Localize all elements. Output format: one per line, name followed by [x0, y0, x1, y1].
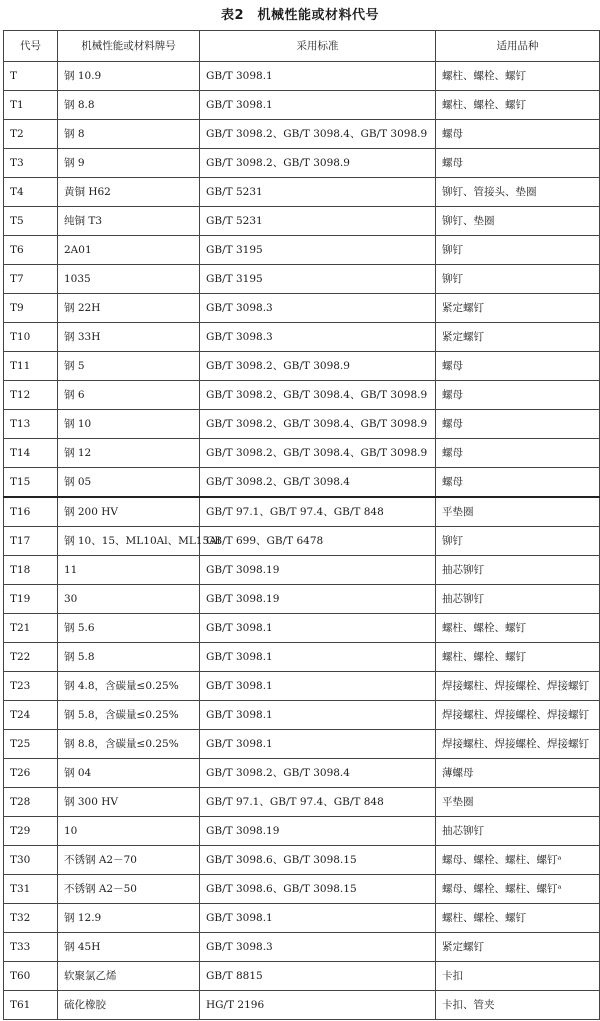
code-cell: T2	[4, 120, 58, 149]
table-row	[4, 236, 600, 265]
code-cell: T26	[4, 759, 58, 788]
code-cell: T22	[4, 643, 58, 672]
table-row	[4, 352, 600, 381]
standard-cell: GB/T 3098.1	[200, 614, 436, 643]
code-cell: T9	[4, 294, 58, 323]
product-cell: 螺柱、螺栓、螺钉	[436, 904, 600, 933]
grade-cell: 钢 04	[58, 759, 200, 788]
grade-cell: 钢 200 HV	[58, 497, 200, 527]
code-cell: T5	[4, 207, 58, 236]
product-cell: 紧定螺钉	[436, 323, 600, 352]
grade-cell: 1035	[58, 265, 200, 294]
grade-cell: 钢 05	[58, 468, 200, 498]
table-row	[4, 991, 600, 1020]
product-cell: 螺柱、螺栓、螺钉	[436, 91, 600, 120]
code-cell: T29	[4, 817, 58, 846]
grade-cell: 钢 5.8，含碳量≤0.25%	[58, 701, 200, 730]
standard-cell: GB/T 3098.1	[200, 672, 436, 701]
code-cell: T11	[4, 352, 58, 381]
grade-cell: 钢 12	[58, 439, 200, 468]
grade-cell: 不锈钢 A2－70	[58, 846, 200, 875]
grade-cell: 钢 6	[58, 381, 200, 410]
table-row	[4, 410, 600, 439]
standard-cell: GB/T 3195	[200, 236, 436, 265]
header-product: 适用品种	[436, 31, 600, 62]
table-row	[4, 759, 600, 788]
table-row	[4, 614, 600, 643]
grade-cell: 不锈钢 A2－50	[58, 875, 200, 904]
product-cell: 铆钉	[436, 265, 600, 294]
product-cell: 铆钉	[436, 527, 600, 556]
code-cell: T13	[4, 410, 58, 439]
standard-cell: GB/T 3098.2、GB/T 3098.9	[200, 352, 436, 381]
standard-cell: GB/T 97.1、GB/T 97.4、GB/T 848	[200, 788, 436, 817]
table-row	[4, 323, 600, 352]
code-cell: T14	[4, 439, 58, 468]
product-cell: 螺母	[436, 410, 600, 439]
code-cell: T32	[4, 904, 58, 933]
product-cell: 卡扣	[436, 962, 600, 991]
code-cell: T30	[4, 846, 58, 875]
product-cell: 平垫圈	[436, 788, 600, 817]
code-cell: T60	[4, 962, 58, 991]
product-cell: 螺母	[436, 381, 600, 410]
table-row	[4, 149, 600, 178]
grade-cell: 30	[58, 585, 200, 614]
standard-cell: GB/T 3098.6、GB/T 3098.15	[200, 846, 436, 875]
table-row	[4, 585, 600, 614]
grade-cell: 硫化橡胶	[58, 991, 200, 1020]
grade-cell: 黄铜 H62	[58, 178, 200, 207]
grade-cell: 纯铜 T3	[58, 207, 200, 236]
header-grade: 机械性能或材料牌号	[58, 31, 200, 62]
standard-cell: GB/T 3098.2、GB/T 3098.4	[200, 759, 436, 788]
code-cell: T18	[4, 556, 58, 585]
standard-cell: GB/T 3098.2、GB/T 3098.4、GB/T 3098.9	[200, 381, 436, 410]
table-row	[4, 817, 600, 846]
table-row	[4, 178, 600, 207]
code-cell: T25	[4, 730, 58, 759]
table-row	[4, 788, 600, 817]
table-row	[4, 962, 600, 991]
grade-cell: 11	[58, 556, 200, 585]
standard-cell: GB/T 97.1、GB/T 97.4、GB/T 848	[200, 497, 436, 527]
grade-cell: 钢 22H	[58, 294, 200, 323]
material-code-table	[3, 30, 600, 1020]
product-cell: 螺母	[436, 468, 600, 498]
standard-cell: GB/T 3098.19	[200, 817, 436, 846]
product-cell: 螺柱、螺栓、螺钉	[436, 643, 600, 672]
grade-cell: 钢 10.9	[58, 62, 200, 91]
code-cell: T17	[4, 527, 58, 556]
standard-cell: GB/T 3098.3	[200, 933, 436, 962]
standard-cell: GB/T 3098.2、GB/T 3098.9	[200, 149, 436, 178]
table-row	[4, 120, 600, 149]
standard-cell: GB/T 5231	[200, 178, 436, 207]
table-row	[4, 527, 600, 556]
code-cell: T1	[4, 91, 58, 120]
table-row	[4, 556, 600, 585]
product-cell: 螺母	[436, 352, 600, 381]
grade-cell: 钢 12.9	[58, 904, 200, 933]
standard-cell: GB/T 3098.1	[200, 62, 436, 91]
table-row	[4, 933, 600, 962]
table-row	[4, 672, 600, 701]
table-row	[4, 265, 600, 294]
grade-cell: 钢 5.6	[58, 614, 200, 643]
grade-cell: 软聚氯乙烯	[58, 962, 200, 991]
grade-cell: 2A01	[58, 236, 200, 265]
standard-cell: GB/T 3098.19	[200, 556, 436, 585]
product-cell: 紧定螺钉	[436, 933, 600, 962]
table-title: 表2 机械性能或材料代号	[220, 8, 380, 23]
table-row	[4, 439, 600, 468]
standard-cell: GB/T 3098.1	[200, 730, 436, 759]
code-cell: T19	[4, 585, 58, 614]
code-cell: T24	[4, 701, 58, 730]
code-cell: T31	[4, 875, 58, 904]
table-row	[4, 62, 600, 91]
code-cell: T6	[4, 236, 58, 265]
grade-cell: 钢 300 HV	[58, 788, 200, 817]
product-cell: 紧定螺钉	[436, 294, 600, 323]
code-cell: T4	[4, 178, 58, 207]
product-cell: 铆钉	[436, 236, 600, 265]
table-row	[4, 207, 600, 236]
product-cell: 卡扣、管夹	[436, 991, 600, 1020]
table-row	[4, 468, 600, 498]
product-cell: 螺母	[436, 149, 600, 178]
standard-cell: GB/T 3098.1	[200, 643, 436, 672]
table-body	[4, 62, 600, 1020]
standard-cell: GB/T 8815	[200, 962, 436, 991]
code-cell: T21	[4, 614, 58, 643]
grade-cell: 钢 4.8，含碳量≤0.25%	[58, 672, 200, 701]
standard-cell: GB/T 5231	[200, 207, 436, 236]
standard-cell: GB/T 3098.2、GB/T 3098.4	[200, 468, 436, 498]
product-cell: 螺母、螺栓、螺柱、螺钉ᵃ	[436, 846, 600, 875]
code-cell: T10	[4, 323, 58, 352]
product-cell: 焊接螺柱、焊接螺栓、焊接螺钉	[436, 701, 600, 730]
grade-cell: 钢 10	[58, 410, 200, 439]
product-cell: 螺母	[436, 120, 600, 149]
grade-cell: 钢 5.8	[58, 643, 200, 672]
product-cell: 抽芯铆钉	[436, 585, 600, 614]
standard-cell: GB/T 3098.2、GB/T 3098.4、GB/T 3098.9	[200, 410, 436, 439]
code-cell: T	[4, 62, 58, 91]
table-row	[4, 643, 600, 672]
standard-cell: GB/T 3098.1	[200, 91, 436, 120]
grade-cell: 钢 8	[58, 120, 200, 149]
code-cell: T16	[4, 497, 58, 527]
code-cell: T7	[4, 265, 58, 294]
code-cell: T23	[4, 672, 58, 701]
code-cell: T33	[4, 933, 58, 962]
standard-cell: GB/T 3195	[200, 265, 436, 294]
table-row	[4, 294, 600, 323]
code-cell: T61	[4, 991, 58, 1020]
table-row	[4, 875, 600, 904]
table-row	[4, 91, 600, 120]
code-cell: T15	[4, 468, 58, 498]
code-cell: T3	[4, 149, 58, 178]
header-standard: 采用标准	[200, 31, 436, 62]
table-header	[4, 31, 600, 62]
grade-cell: 钢 10、15、ML10Al、ML15Al	[58, 527, 200, 556]
product-cell: 抽芯铆钉	[436, 817, 600, 846]
product-cell: 螺母、螺栓、螺柱、螺钉ᵃ	[436, 875, 600, 904]
standard-cell: GB/T 699、GB/T 6478	[200, 527, 436, 556]
standard-cell: GB/T 3098.1	[200, 701, 436, 730]
code-cell: T28	[4, 788, 58, 817]
standard-cell: HG/T 2196	[200, 991, 436, 1020]
code-cell: T12	[4, 381, 58, 410]
standard-cell: GB/T 3098.6、GB/T 3098.15	[200, 875, 436, 904]
standard-cell: GB/T 3098.3	[200, 294, 436, 323]
grade-cell: 钢 45H	[58, 933, 200, 962]
product-cell: 焊接螺柱、焊接螺栓、焊接螺钉	[436, 730, 600, 759]
product-cell: 平垫圈	[436, 497, 600, 527]
header-row	[4, 31, 600, 62]
standard-cell: GB/T 3098.19	[200, 585, 436, 614]
table-row	[4, 846, 600, 875]
grade-cell: 10	[58, 817, 200, 846]
product-cell: 铆钉、垫圈	[436, 207, 600, 236]
table-row	[4, 904, 600, 933]
table-row	[4, 381, 600, 410]
table-row	[4, 730, 600, 759]
standard-cell: GB/T 3098.2、GB/T 3098.4、GB/T 3098.9	[200, 439, 436, 468]
product-cell: 焊接螺柱、焊接螺栓、焊接螺钉	[436, 672, 600, 701]
grade-cell: 钢 33H	[58, 323, 200, 352]
header-code: 代号	[4, 31, 58, 62]
product-cell: 螺柱、螺栓、螺钉	[436, 62, 600, 91]
product-cell: 螺母	[436, 439, 600, 468]
grade-cell: 钢 9	[58, 149, 200, 178]
table-row	[4, 701, 600, 730]
product-cell: 抽芯铆钉	[436, 556, 600, 585]
standard-cell: GB/T 3098.3	[200, 323, 436, 352]
grade-cell: 钢 8.8	[58, 91, 200, 120]
product-cell: 薄螺母	[436, 759, 600, 788]
product-cell: 铆钉、管接头、垫圈	[436, 178, 600, 207]
product-cell: 螺柱、螺栓、螺钉	[436, 614, 600, 643]
grade-cell: 钢 8.8，含碳量≤0.25%	[58, 730, 200, 759]
standard-cell: GB/T 3098.2、GB/T 3098.4、GB/T 3098.9	[200, 120, 436, 149]
standard-cell: GB/T 3098.1	[200, 904, 436, 933]
table-row	[4, 497, 600, 527]
grade-cell: 钢 5	[58, 352, 200, 381]
